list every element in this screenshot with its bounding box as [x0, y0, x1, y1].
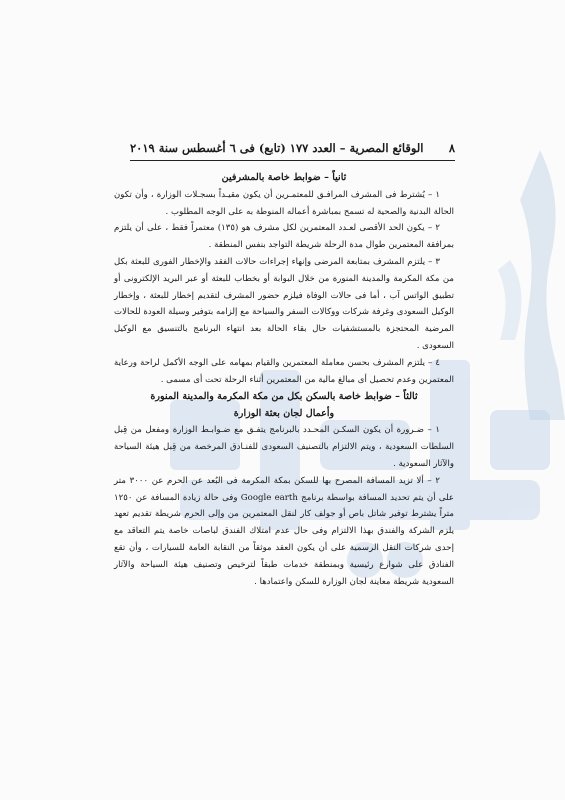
page-header: [130, 136, 455, 161]
section2-item2: ٢ – يكون الحد الأقصى لعـدد المعتمرين لكل مشرف هو (١٣٥) معتمراً فقط ، على أن يلتزم بمرافقة المعتمرين طوال مدة الرحلة شريطة التواجد بنفس المنطقة .: [114, 223, 454, 251]
section2-item3: ٣ – يلتزم المشرف بمتابعة المرضى وإنهاء إجراءات حالات الفقد والإخطار الفورى للبعثة بكل من مكة المكرمة والمدينة المنورة من خلال البوابة أو بخطاب للبعثة أو عبر البريد الإلكترونى أو تطبيق الواتس آب ، أما فى حالات الوفاة فيلزم حضور المشرف لتقديم إخطار للبعثة ، وإخطار الوكيل السعودى وغرفة شركات ووكالات السفر والسياحة مع إلزامه بتوفير وسيلة العودة للحالات المرضية المحتجزة بالمستشفيات حال بقاء الحالة بعد انتهاء البرنامج بالتنسيق مع الوكيل السعودى .: [114, 256, 454, 351]
section2-item1: ١ – يُشترط فى المشرف المرافـق للمعتمـرين أن يكون مقيـداً بسجـلات الوزارة ، وأن تكون الحالة البدنية والصحية له تسمح بمباشرة أعماله المنوطة به على الوجه المطلوب .: [114, 189, 454, 217]
page-number: ٨: [448, 141, 455, 155]
section2-item4: ٤ – يلتزم المشرف بحسن معاملة المعتمرين والقيام بمهامه على الوجه الأكمل لراحة ورعاية المعتمرين وعدم تحصيل أى مبالغ مالية من المعتمرين أثناء الرحلة تحت أى مسمى .: [114, 357, 454, 385]
section3-item2: ٢ – ألا تزيد المسافة المصرح بها للسكن بمكة المكرمة فى البُعد عن الحرم عن ٣٠٠٠ متر على أن يتم تحديد المسافة بواسطة برنامج Google earth وفى حالة زيادة المسافة عن ١٢٥٠ متراً يشترط توفير شاتل باص أو جولف كار لنقل المعتمرين من وإلى الحرم شريطة تقديم تعهد يلزم الشركة والفندق بهذا الالتزام وفى حال عدم امتلاك الفندق لباصات خاصة يتم التعاقد مع إحدى شركات النقل الرسمية على أن يكون العقد موثقاً من النقابة العامة للسيارات ، وأن تقع الفنادق على شوارع رئيسية وبمنطقة خدمات طبقاً لترخيص وتصنيف هيئة السياحة والآثار السعودية شريطة معاينة لجان الوزارة للسكن واعتمادها .: [114, 475, 454, 587]
section3-heading-line1: ثالثاً – ضوابط خاصة بالسكن بكل من مكة المكرمة والمدينة المنورة: [150, 391, 418, 403]
section3-item1: ١ – ضـرورة أن يكون السكـن المحـدد بالبرنامج يتفـق مع ضـوابـط الوزارة ومفعل من قِبل السلطات السعودية ، ويتم الالتزام بالتصنيف السعودى للفنـادق المرخصة من قِبل هيئة السياحة والآثار السعودية .: [114, 425, 454, 469]
document-body: [114, 170, 454, 590]
section3-heading-line2: وأعمال لجان بعثة الوزارة: [233, 408, 335, 420]
watermark-side-emblem: [470, 140, 565, 420]
gazette-title: الوقائع المصرية – العدد ١٧٧ (تابع) فى ٦ أغسطس سنة ٢٠١٩: [130, 141, 424, 155]
section2-heading: ثانياً – ضوابط خاصة بالمشرفين: [221, 172, 347, 183]
